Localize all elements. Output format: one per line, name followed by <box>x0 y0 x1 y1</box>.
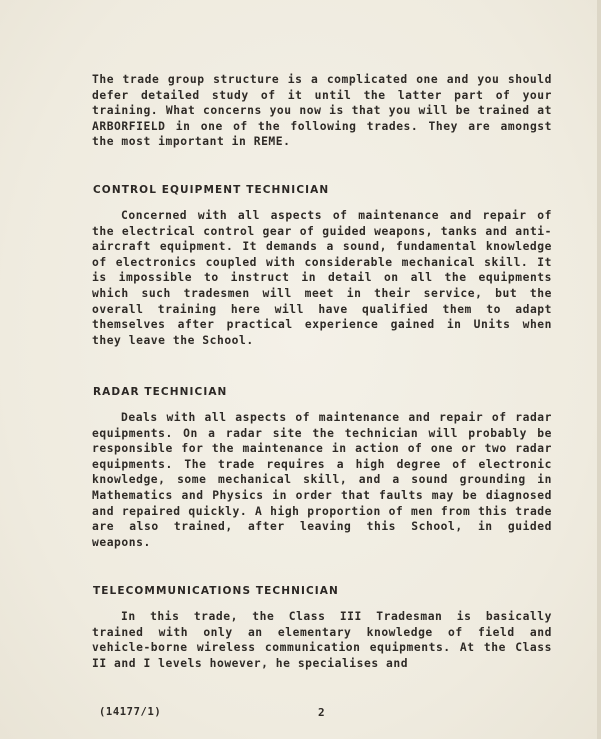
section-heading-telecommunications: TELECOMMUNICATIONS TECHNICIAN <box>93 585 339 597</box>
section-heading-control-equipment: CONTROL EQUIPMENT TECHNICIAN <box>93 184 330 196</box>
section-body-control-equipment: Concerned with all aspects of maintenance and repair of the electrical control gear of guided weapons, tanks and anti-aircraft equipment. It demands a sound, fundamental knowledge of electronics coupled with considerable mechanical skill. It is impossible to instruct in detail on all the equipments which such tradesmen will meet in their service, but the overall training here will have qualified them to adapt themselves after practical experience gained in Units when they leave the School. <box>92 209 552 347</box>
document-reference: (14177/1) <box>99 706 162 718</box>
page-number: 2 <box>318 706 325 719</box>
section-body-radar: Deals with all aspects of maintenance and repair of radar equipments. On a radar site the technician will probably be responsible for the maintenance in action of one or two radar equipments. The trade requires a high degree of electronic knowledge, some mechanical skill, and a sound grounding in Mathematics and Physics in order that faults may be diagnosed and repaired quickly. A high proportion of men from this trade are also trained, after leaving this School, in guided weapons. <box>92 411 552 549</box>
section-heading-radar: RADAR TECHNICIAN <box>93 386 228 398</box>
page-edge <box>597 0 601 739</box>
intro-paragraph: The trade group structure is a complicated one and you should defer detailed study of it until the latter part of your training. What concerns you now is that you will be trained at ARBORFIELD in one of the following trades. They are amongst the most important in REME. <box>92 73 552 149</box>
section-body-telecommunications: In this trade, the Class III Tradesman is basically trained with only an elementary knowledge of field and vehicle-borne wireless communication equipments. At the Class II and I levels however, he specialises and <box>92 610 552 670</box>
